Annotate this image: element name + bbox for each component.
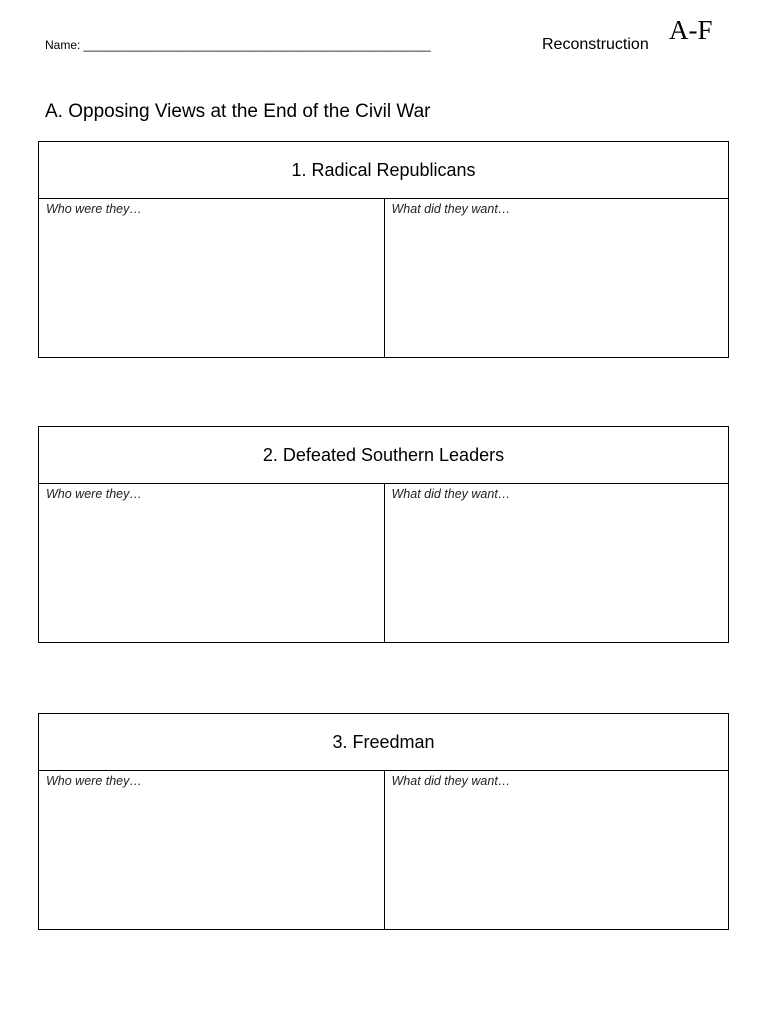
group-box-freedman	[38, 713, 729, 930]
what-did-they-want-cell: What did they want…	[384, 484, 729, 643]
name-label: Name: ____________________________________________________	[45, 38, 431, 52]
group-cells	[39, 484, 728, 643]
group-cells	[39, 199, 728, 358]
group-box-radical-republicans	[38, 141, 729, 358]
who-were-they-cell: Who were they…	[46, 774, 142, 788]
group-box-defeated-southern-leaders	[38, 426, 729, 643]
group-title: 2. Defeated Southern Leaders	[39, 427, 728, 484]
unit-title: Reconstruction	[542, 36, 649, 53]
group-cells	[39, 771, 728, 930]
group-title: 1. Radical Republicans	[39, 142, 728, 199]
what-did-they-want-cell: What did they want…	[384, 199, 729, 358]
who-were-they-cell: Who were they…	[46, 202, 142, 216]
what-did-they-want-cell: What did they want…	[384, 771, 729, 930]
who-were-they-cell: Who were they…	[46, 487, 142, 501]
section-heading: A. Opposing Views at the End of the Civil War	[45, 101, 431, 122]
unit-code: A-F	[669, 15, 713, 45]
group-title: 3. Freedman	[39, 714, 728, 771]
